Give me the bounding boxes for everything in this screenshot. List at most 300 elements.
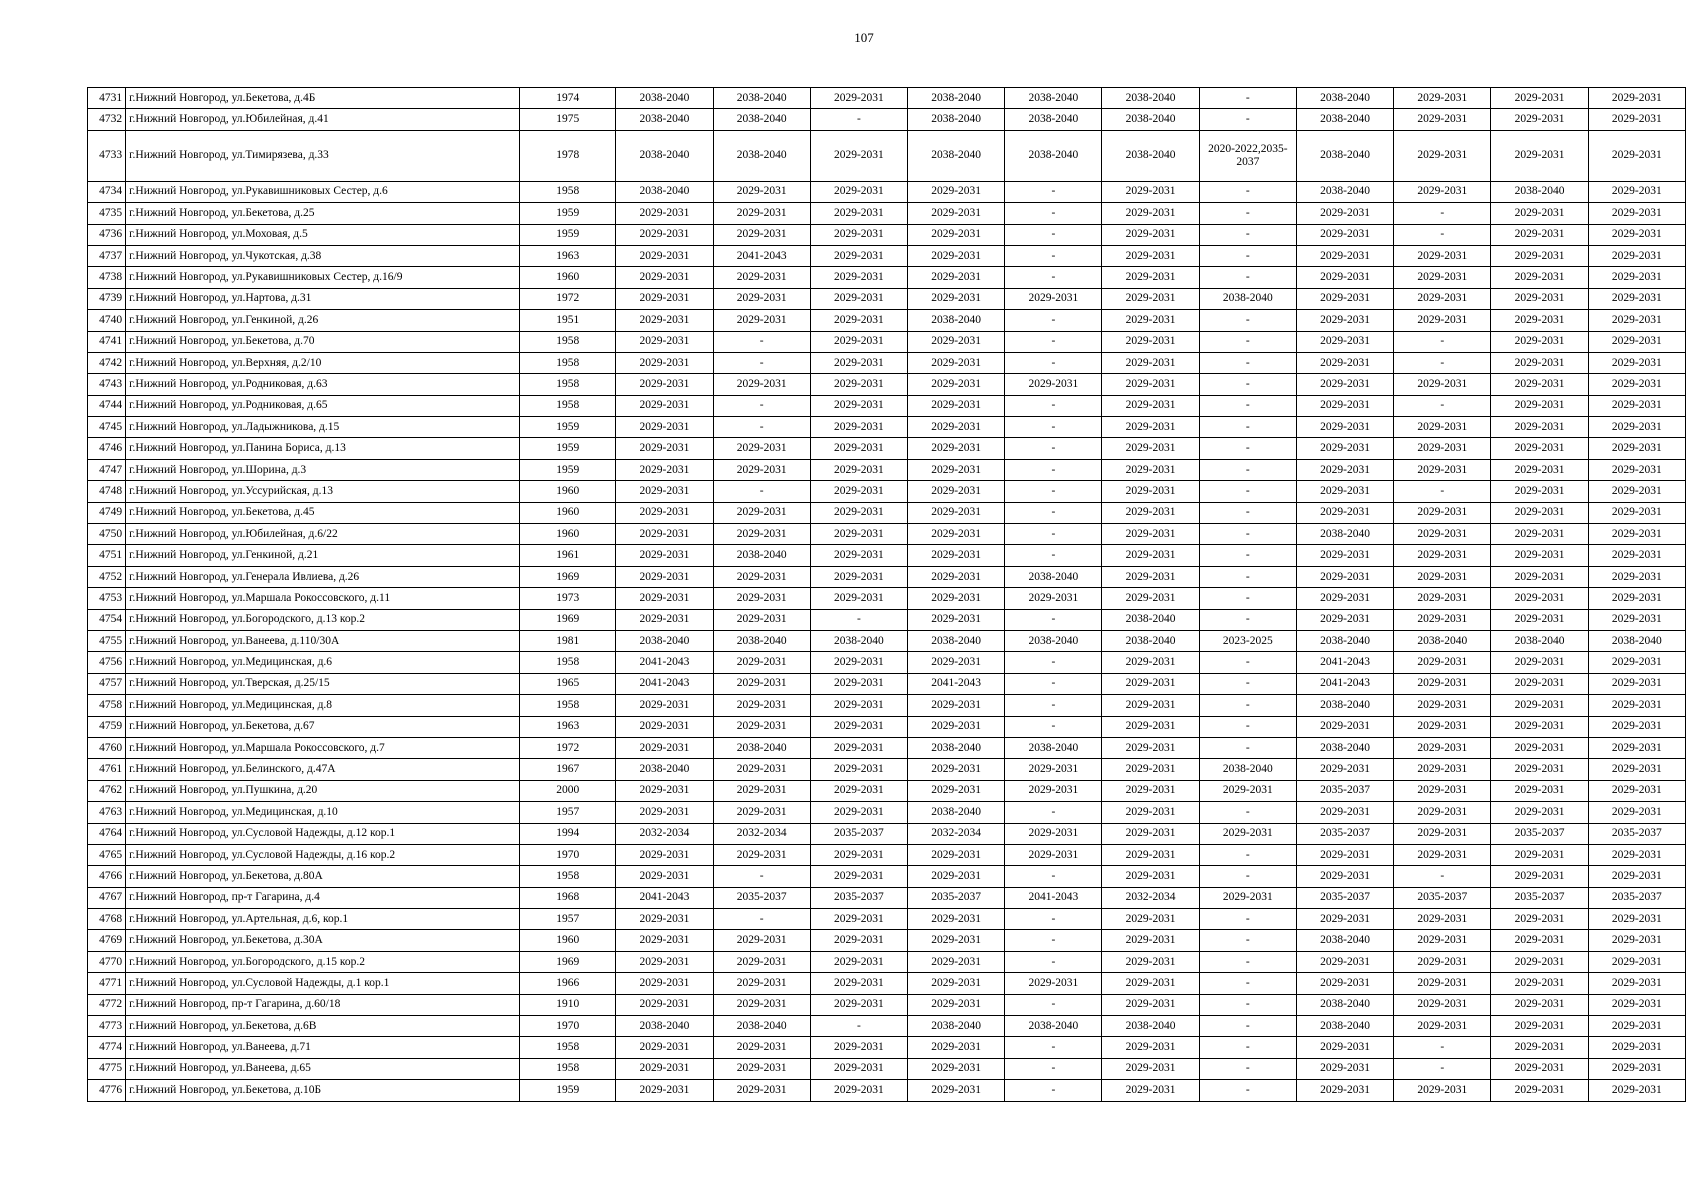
- period-3-cell: 2029-2031: [810, 973, 907, 994]
- table-row: [88, 909, 1686, 930]
- build-year-cell: 1972: [520, 288, 616, 309]
- period-4-cell: 2029-2031: [908, 288, 1005, 309]
- table-row: [88, 695, 1686, 716]
- period-7-cell: -: [1199, 203, 1296, 224]
- period-2-cell: 2029-2031: [713, 780, 810, 801]
- row-number-cell: 4743: [88, 374, 126, 395]
- address-cell: г.Нижний Новгород, ул.Медицинская, д.8: [126, 695, 520, 716]
- period-11-cell: 2029-2031: [1588, 459, 1685, 480]
- period-9-cell: -: [1394, 352, 1491, 373]
- period-1-cell: 2029-2031: [616, 780, 713, 801]
- period-10-cell: 2029-2031: [1491, 130, 1588, 181]
- table-row: [88, 181, 1686, 202]
- period-5-cell: -: [1005, 1037, 1102, 1058]
- table-row: [88, 930, 1686, 951]
- address-cell: г.Нижний Новгород, пр-т Гагарина, д.60/18: [126, 994, 520, 1015]
- period-2-cell: 2038-2040: [713, 88, 810, 109]
- period-5-cell: 2029-2031: [1005, 288, 1102, 309]
- period-3-cell: 2029-2031: [810, 716, 907, 737]
- period-1-cell: 2029-2031: [616, 909, 713, 930]
- period-2-cell: -: [713, 395, 810, 416]
- build-year-cell: 2000: [520, 780, 616, 801]
- period-7-cell: 2020-2022,2035-2037: [1199, 130, 1296, 181]
- period-8-cell: 2029-2031: [1296, 267, 1393, 288]
- period-1-cell: 2029-2031: [616, 352, 713, 373]
- period-10-cell: 2029-2031: [1491, 438, 1588, 459]
- period-9-cell: 2029-2031: [1394, 288, 1491, 309]
- build-year-cell: 1958: [520, 352, 616, 373]
- period-5-cell: -: [1005, 545, 1102, 566]
- period-3-cell: 2029-2031: [810, 673, 907, 694]
- table-row: [88, 802, 1686, 823]
- period-1-cell: 2029-2031: [616, 609, 713, 630]
- address-cell: г.Нижний Новгород, ул.Богородского, д.13 кор.2: [126, 609, 520, 630]
- period-2-cell: 2035-2037: [713, 887, 810, 908]
- period-3-cell: 2029-2031: [810, 417, 907, 438]
- period-9-cell: -: [1394, 1058, 1491, 1079]
- build-year-cell: 1959: [520, 203, 616, 224]
- period-1-cell: 2032-2034: [616, 823, 713, 844]
- period-4-cell: 2029-2031: [908, 417, 1005, 438]
- period-2-cell: 2038-2040: [713, 109, 810, 130]
- period-1-cell: 2029-2031: [616, 973, 713, 994]
- table-row: [88, 887, 1686, 908]
- period-9-cell: 2029-2031: [1394, 759, 1491, 780]
- period-6-cell: 2029-2031: [1102, 374, 1199, 395]
- table-row: [88, 1016, 1686, 1037]
- period-11-cell: 2029-2031: [1588, 673, 1685, 694]
- period-1-cell: 2041-2043: [616, 673, 713, 694]
- row-number-cell: 4736: [88, 224, 126, 245]
- period-9-cell: 2029-2031: [1394, 973, 1491, 994]
- row-number-cell: 4734: [88, 181, 126, 202]
- period-7-cell: -: [1199, 245, 1296, 266]
- build-year-cell: 1958: [520, 331, 616, 352]
- row-number-cell: 4753: [88, 588, 126, 609]
- period-10-cell: 2029-2031: [1491, 866, 1588, 887]
- address-cell: г.Нижний Новгород, ул.Генкиной, д.21: [126, 545, 520, 566]
- period-2-cell: 2029-2031: [713, 502, 810, 523]
- period-4-cell: 2029-2031: [908, 267, 1005, 288]
- period-11-cell: 2029-2031: [1588, 951, 1685, 972]
- period-4-cell: 2029-2031: [908, 331, 1005, 352]
- build-year-cell: 1972: [520, 737, 616, 758]
- row-number-cell: 4744: [88, 395, 126, 416]
- period-9-cell: 2029-2031: [1394, 930, 1491, 951]
- period-6-cell: 2029-2031: [1102, 224, 1199, 245]
- period-9-cell: 2029-2031: [1394, 245, 1491, 266]
- address-cell: г.Нижний Новгород, ул.Чукотская, д.38: [126, 245, 520, 266]
- period-6-cell: 2029-2031: [1102, 1080, 1199, 1101]
- period-1-cell: 2029-2031: [616, 588, 713, 609]
- period-2-cell: 2029-2031: [713, 759, 810, 780]
- period-2-cell: 2029-2031: [713, 716, 810, 737]
- period-1-cell: 2029-2031: [616, 224, 713, 245]
- period-10-cell: 2029-2031: [1491, 844, 1588, 865]
- table-row: [88, 374, 1686, 395]
- period-5-cell: -: [1005, 994, 1102, 1015]
- table-row: [88, 716, 1686, 737]
- period-1-cell: 2029-2031: [616, 737, 713, 758]
- period-11-cell: 2035-2037: [1588, 823, 1685, 844]
- table-row: [88, 673, 1686, 694]
- period-6-cell: 2032-2034: [1102, 887, 1199, 908]
- period-5-cell: -: [1005, 331, 1102, 352]
- build-year-cell: 1960: [520, 481, 616, 502]
- table-row: [88, 88, 1686, 109]
- period-8-cell: 2029-2031: [1296, 1080, 1393, 1101]
- period-10-cell: 2029-2031: [1491, 695, 1588, 716]
- row-number-cell: 4765: [88, 844, 126, 865]
- period-11-cell: 2029-2031: [1588, 1016, 1685, 1037]
- period-11-cell: 2029-2031: [1588, 588, 1685, 609]
- build-year-cell: 1970: [520, 1016, 616, 1037]
- build-year-cell: 1969: [520, 566, 616, 587]
- period-1-cell: 2029-2031: [616, 245, 713, 266]
- period-7-cell: -: [1199, 909, 1296, 930]
- period-9-cell: 2029-2031: [1394, 130, 1491, 181]
- table-row: [88, 1037, 1686, 1058]
- period-9-cell: 2029-2031: [1394, 267, 1491, 288]
- period-2-cell: 2029-2031: [713, 588, 810, 609]
- build-year-cell: 1981: [520, 630, 616, 651]
- period-1-cell: 2029-2031: [616, 930, 713, 951]
- period-3-cell: 2029-2031: [810, 759, 907, 780]
- period-6-cell: 2029-2031: [1102, 802, 1199, 823]
- period-9-cell: -: [1394, 331, 1491, 352]
- period-8-cell: 2029-2031: [1296, 417, 1393, 438]
- address-cell: г.Нижний Новгород, ул.Рукавишниковых Сестер, д.16/9: [126, 267, 520, 288]
- period-11-cell: 2029-2031: [1588, 245, 1685, 266]
- period-5-cell: 2038-2040: [1005, 737, 1102, 758]
- period-10-cell: 2029-2031: [1491, 909, 1588, 930]
- address-cell: г.Нижний Новгород, ул.Уссурийская, д.13: [126, 481, 520, 502]
- period-6-cell: 2029-2031: [1102, 652, 1199, 673]
- table-row: [88, 1058, 1686, 1079]
- period-4-cell: 2038-2040: [908, 1016, 1005, 1037]
- period-7-cell: -: [1199, 994, 1296, 1015]
- period-3-cell: 2029-2031: [810, 866, 907, 887]
- period-5-cell: 2029-2031: [1005, 973, 1102, 994]
- period-8-cell: 2029-2031: [1296, 844, 1393, 865]
- period-9-cell: 2029-2031: [1394, 502, 1491, 523]
- table-row: [88, 823, 1686, 844]
- address-cell: г.Нижний Новгород, ул.Рукавишниковых Сестер, д.6: [126, 181, 520, 202]
- period-7-cell: -: [1199, 181, 1296, 202]
- period-6-cell: 2029-2031: [1102, 737, 1199, 758]
- row-number-cell: 4740: [88, 310, 126, 331]
- period-6-cell: 2029-2031: [1102, 481, 1199, 502]
- period-9-cell: 2029-2031: [1394, 994, 1491, 1015]
- period-4-cell: 2029-2031: [908, 1037, 1005, 1058]
- period-5-cell: 2029-2031: [1005, 759, 1102, 780]
- period-2-cell: 2029-2031: [713, 310, 810, 331]
- build-year-cell: 1960: [520, 930, 616, 951]
- period-4-cell: 2029-2031: [908, 224, 1005, 245]
- period-5-cell: -: [1005, 866, 1102, 887]
- period-3-cell: 2029-2031: [810, 524, 907, 545]
- period-6-cell: 2029-2031: [1102, 288, 1199, 309]
- period-10-cell: 2029-2031: [1491, 545, 1588, 566]
- period-11-cell: 2029-2031: [1588, 438, 1685, 459]
- address-cell: г.Нижний Новгород, ул.Шорина, д.3: [126, 459, 520, 480]
- period-8-cell: 2029-2031: [1296, 588, 1393, 609]
- period-9-cell: -: [1394, 224, 1491, 245]
- build-year-cell: 1994: [520, 823, 616, 844]
- table-row: [88, 866, 1686, 887]
- period-8-cell: 2029-2031: [1296, 245, 1393, 266]
- period-8-cell: 2029-2031: [1296, 288, 1393, 309]
- period-5-cell: 2038-2040: [1005, 1016, 1102, 1037]
- period-6-cell: 2038-2040: [1102, 88, 1199, 109]
- period-9-cell: 2029-2031: [1394, 438, 1491, 459]
- period-6-cell: 2029-2031: [1102, 844, 1199, 865]
- period-6-cell: 2029-2031: [1102, 395, 1199, 416]
- period-5-cell: -: [1005, 181, 1102, 202]
- row-number-cell: 4762: [88, 780, 126, 801]
- period-6-cell: 2029-2031: [1102, 716, 1199, 737]
- period-11-cell: 2029-2031: [1588, 716, 1685, 737]
- table-row: [88, 288, 1686, 309]
- period-4-cell: 2029-2031: [908, 716, 1005, 737]
- address-cell: г.Нижний Новгород, ул.Тверская, д.25/15: [126, 673, 520, 694]
- period-8-cell: 2029-2031: [1296, 609, 1393, 630]
- table-row: [88, 267, 1686, 288]
- period-4-cell: 2029-2031: [908, 181, 1005, 202]
- period-2-cell: 2029-2031: [713, 951, 810, 972]
- period-4-cell: 2029-2031: [908, 438, 1005, 459]
- period-3-cell: 2029-2031: [810, 203, 907, 224]
- build-year-cell: 1963: [520, 245, 616, 266]
- table-row: [88, 609, 1686, 630]
- period-1-cell: 2029-2031: [616, 459, 713, 480]
- period-11-cell: 2029-2031: [1588, 395, 1685, 416]
- build-year-cell: 1965: [520, 673, 616, 694]
- build-year-cell: 1959: [520, 438, 616, 459]
- period-5-cell: 2029-2031: [1005, 374, 1102, 395]
- period-7-cell: -: [1199, 109, 1296, 130]
- period-3-cell: 2029-2031: [810, 994, 907, 1015]
- period-2-cell: 2029-2031: [713, 609, 810, 630]
- period-2-cell: 2029-2031: [713, 459, 810, 480]
- period-1-cell: 2029-2031: [616, 502, 713, 523]
- period-4-cell: 2038-2040: [908, 737, 1005, 758]
- period-2-cell: 2029-2031: [713, 994, 810, 1015]
- period-7-cell: -: [1199, 417, 1296, 438]
- period-7-cell: -: [1199, 802, 1296, 823]
- period-1-cell: 2029-2031: [616, 951, 713, 972]
- period-2-cell: -: [713, 417, 810, 438]
- period-10-cell: 2029-2031: [1491, 203, 1588, 224]
- address-cell: г.Нижний Новгород, ул.Бекетова, д.70: [126, 331, 520, 352]
- period-11-cell: 2029-2031: [1588, 545, 1685, 566]
- period-2-cell: -: [713, 481, 810, 502]
- build-year-cell: 1978: [520, 130, 616, 181]
- period-8-cell: 2029-2031: [1296, 1058, 1393, 1079]
- period-2-cell: 2029-2031: [713, 695, 810, 716]
- period-11-cell: 2029-2031: [1588, 866, 1685, 887]
- table-row: [88, 481, 1686, 502]
- period-5-cell: -: [1005, 267, 1102, 288]
- row-number-cell: 4737: [88, 245, 126, 266]
- row-number-cell: 4776: [88, 1080, 126, 1101]
- build-year-cell: 1963: [520, 716, 616, 737]
- period-7-cell: -: [1199, 481, 1296, 502]
- period-8-cell: 2038-2040: [1296, 524, 1393, 545]
- period-9-cell: 2035-2037: [1394, 887, 1491, 908]
- period-10-cell: 2029-2031: [1491, 502, 1588, 523]
- period-3-cell: 2029-2031: [810, 652, 907, 673]
- period-1-cell: 2029-2031: [616, 695, 713, 716]
- build-year-cell: 1970: [520, 844, 616, 865]
- period-3-cell: 2029-2031: [810, 374, 907, 395]
- period-4-cell: 2029-2031: [908, 374, 1005, 395]
- address-cell: г.Нижний Новгород, ул.Ванеева, д.110/30А: [126, 630, 520, 651]
- period-11-cell: 2029-2031: [1588, 566, 1685, 587]
- period-2-cell: 2029-2031: [713, 374, 810, 395]
- period-9-cell: -: [1394, 203, 1491, 224]
- address-cell: г.Нижний Новгород, ул.Белинского, д.47А: [126, 759, 520, 780]
- period-10-cell: 2029-2031: [1491, 417, 1588, 438]
- period-10-cell: 2038-2040: [1491, 630, 1588, 651]
- period-9-cell: 2029-2031: [1394, 181, 1491, 202]
- period-5-cell: -: [1005, 652, 1102, 673]
- period-6-cell: 2029-2031: [1102, 524, 1199, 545]
- row-number-cell: 4771: [88, 973, 126, 994]
- period-3-cell: 2029-2031: [810, 481, 907, 502]
- address-cell: г.Нижний Новгород, пр-т Гагарина, д.4: [126, 887, 520, 908]
- period-6-cell: 2029-2031: [1102, 673, 1199, 694]
- row-number-cell: 4746: [88, 438, 126, 459]
- schedule-table: [87, 87, 1686, 1102]
- table-row: [88, 630, 1686, 651]
- period-8-cell: 2038-2040: [1296, 994, 1393, 1015]
- period-2-cell: 2029-2031: [713, 802, 810, 823]
- period-6-cell: 2029-2031: [1102, 930, 1199, 951]
- row-number-cell: 4760: [88, 737, 126, 758]
- address-cell: г.Нижний Новгород, ул.Ванеева, д.65: [126, 1058, 520, 1079]
- period-3-cell: 2029-2031: [810, 545, 907, 566]
- period-7-cell: -: [1199, 459, 1296, 480]
- period-1-cell: 2029-2031: [616, 802, 713, 823]
- period-3-cell: 2029-2031: [810, 566, 907, 587]
- row-number-cell: 4752: [88, 566, 126, 587]
- table-row: [88, 224, 1686, 245]
- period-4-cell: 2029-2031: [908, 203, 1005, 224]
- table-row: [88, 438, 1686, 459]
- period-11-cell: 2029-2031: [1588, 88, 1685, 109]
- address-cell: г.Нижний Новгород, ул.Моховая, д.5: [126, 224, 520, 245]
- table-row: [88, 759, 1686, 780]
- period-3-cell: 2029-2031: [810, 459, 907, 480]
- period-4-cell: 2029-2031: [908, 951, 1005, 972]
- period-8-cell: 2038-2040: [1296, 737, 1393, 758]
- address-cell: г.Нижний Новгород, ул.Бекетова, д.25: [126, 203, 520, 224]
- period-4-cell: 2029-2031: [908, 759, 1005, 780]
- period-10-cell: 2029-2031: [1491, 331, 1588, 352]
- period-4-cell: 2041-2043: [908, 673, 1005, 694]
- period-9-cell: 2029-2031: [1394, 524, 1491, 545]
- period-7-cell: -: [1199, 1037, 1296, 1058]
- period-4-cell: 2029-2031: [908, 973, 1005, 994]
- row-number-cell: 4767: [88, 887, 126, 908]
- period-6-cell: 2029-2031: [1102, 1037, 1199, 1058]
- period-2-cell: 2038-2040: [713, 737, 810, 758]
- period-10-cell: 2029-2031: [1491, 802, 1588, 823]
- period-4-cell: 2029-2031: [908, 780, 1005, 801]
- address-cell: г.Нижний Новгород, ул.Пушкина, д.20: [126, 780, 520, 801]
- period-1-cell: 2029-2031: [616, 524, 713, 545]
- build-year-cell: 1960: [520, 267, 616, 288]
- period-6-cell: 2029-2031: [1102, 994, 1199, 1015]
- period-4-cell: 2029-2031: [908, 1080, 1005, 1101]
- period-5-cell: 2038-2040: [1005, 130, 1102, 181]
- period-11-cell: 2029-2031: [1588, 909, 1685, 930]
- period-1-cell: 2038-2040: [616, 1016, 713, 1037]
- row-number-cell: 4742: [88, 352, 126, 373]
- period-7-cell: -: [1199, 502, 1296, 523]
- period-9-cell: 2029-2031: [1394, 545, 1491, 566]
- period-2-cell: -: [713, 352, 810, 373]
- period-8-cell: 2029-2031: [1296, 759, 1393, 780]
- period-2-cell: 2029-2031: [713, 930, 810, 951]
- period-7-cell: -: [1199, 609, 1296, 630]
- period-4-cell: 2035-2037: [908, 887, 1005, 908]
- period-11-cell: 2029-2031: [1588, 352, 1685, 373]
- period-2-cell: 2029-2031: [713, 438, 810, 459]
- row-number-cell: 4755: [88, 630, 126, 651]
- period-8-cell: 2035-2037: [1296, 823, 1393, 844]
- period-1-cell: 2029-2031: [616, 1080, 713, 1101]
- period-8-cell: 2035-2037: [1296, 780, 1393, 801]
- period-5-cell: 2029-2031: [1005, 588, 1102, 609]
- period-2-cell: 2029-2031: [713, 524, 810, 545]
- address-cell: г.Нижний Новгород, ул.Бекетова, д.4Б: [126, 88, 520, 109]
- row-number-cell: 4731: [88, 88, 126, 109]
- address-cell: г.Нижний Новгород, ул.Юбилейная, д.41: [126, 109, 520, 130]
- period-11-cell: 2029-2031: [1588, 930, 1685, 951]
- build-year-cell: 1958: [520, 866, 616, 887]
- period-9-cell: 2029-2031: [1394, 1016, 1491, 1037]
- address-cell: г.Нижний Новгород, ул.Богородского, д.15 кор.2: [126, 951, 520, 972]
- period-10-cell: 2038-2040: [1491, 181, 1588, 202]
- period-8-cell: 2029-2031: [1296, 502, 1393, 523]
- build-year-cell: 1961: [520, 545, 616, 566]
- period-7-cell: -: [1199, 310, 1296, 331]
- period-5-cell: 2038-2040: [1005, 630, 1102, 651]
- period-3-cell: -: [810, 609, 907, 630]
- period-2-cell: 2029-2031: [713, 566, 810, 587]
- period-5-cell: -: [1005, 695, 1102, 716]
- period-10-cell: 2029-2031: [1491, 481, 1588, 502]
- period-6-cell: 2029-2031: [1102, 267, 1199, 288]
- period-4-cell: 2032-2034: [908, 823, 1005, 844]
- period-2-cell: 2029-2031: [713, 652, 810, 673]
- period-5-cell: -: [1005, 1080, 1102, 1101]
- period-3-cell: 2029-2031: [810, 310, 907, 331]
- address-cell: г.Нижний Новгород, ул.Родниковая, д.63: [126, 374, 520, 395]
- period-8-cell: 2029-2031: [1296, 866, 1393, 887]
- build-year-cell: 1959: [520, 417, 616, 438]
- row-number-cell: 4761: [88, 759, 126, 780]
- period-9-cell: 2029-2031: [1394, 566, 1491, 587]
- table-row: [88, 109, 1686, 130]
- period-6-cell: 2029-2031: [1102, 759, 1199, 780]
- period-2-cell: 2029-2031: [713, 267, 810, 288]
- period-6-cell: 2029-2031: [1102, 866, 1199, 887]
- period-1-cell: 2029-2031: [616, 1058, 713, 1079]
- period-3-cell: 2029-2031: [810, 1080, 907, 1101]
